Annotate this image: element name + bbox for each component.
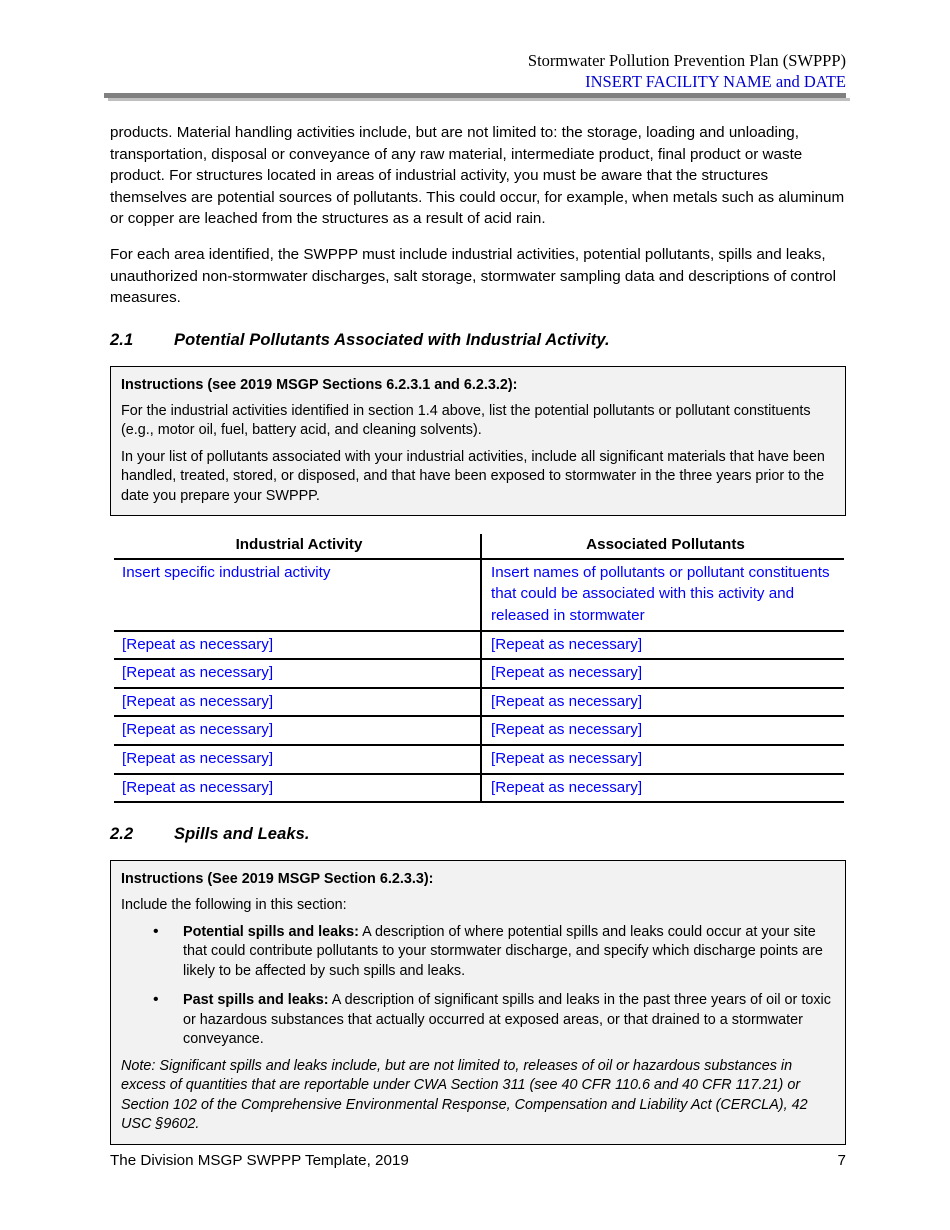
header-divider-shadow: [108, 98, 850, 101]
body-paragraph-2: For each area identified, the SWPPP must include industrial activities, potential pollutants, spills and leaks, unauthorized non-stormwater discharges, salt storage, stormwater sampling data and descriptions of control measures.: [110, 245, 836, 307]
table-row[interactable]: [114, 716, 844, 745]
table-cell-activity[interactable]: [Repeat as necessary]: [114, 745, 481, 774]
table-row[interactable]: [114, 631, 844, 660]
footer-page-number: 7: [837, 1152, 846, 1169]
bullet-icon: •: [153, 922, 159, 940]
body-paragraph-1: products. Material handling activities include, but are not limited to: the storage, loading and unloading, transportation, disposal or conveyance of any raw material, intermediate product, final product or waste product. For structures located in areas of industrial activity, you must be aware that the structures themselves are potential sources of pollutants. This could occur, for example, when metals such as aluminum or copper are leached from the structures as a result of acid rain.: [110, 124, 845, 228]
section-title-2-2: Spills and Leaks.: [174, 825, 310, 844]
document-body: [110, 122, 846, 1155]
page-header: [104, 50, 846, 92]
section-number-2-2: 2.2: [110, 825, 134, 844]
table-header-associated-pollutants: Associated Pollutants: [481, 534, 844, 559]
bullet-icon: •: [153, 991, 159, 1009]
instructions-paragraph-2-1-b: In your list of pollutants associated with your industrial activities, include all significant materials that have been handled, treated, stored, or disposed, and that have been exposed to stormwater in the three years prior to the date you prepare your SWPPP.: [121, 448, 825, 504]
instructions-title-2-1: Instructions (see 2019 MSGP Sections 6.2.3.1 and 6.2.3.2):: [121, 376, 518, 393]
table-header-industrial-activity: Industrial Activity: [114, 534, 481, 559]
table-cell-activity[interactable]: [Repeat as necessary]: [114, 688, 481, 717]
table-row[interactable]: [114, 559, 844, 631]
bullet-body-text: A description of significant spills and leaks in the past three years of oil or toxic or hazardous substances that actually occurred at exposed areas, or that drained to a stormwater conveyance.: [183, 992, 831, 1048]
table-cell-pollutants[interactable]: [Repeat as necessary]: [481, 745, 844, 774]
table-cell-activity[interactable]: [Repeat as necessary]: [114, 716, 481, 745]
table-cell-pollutants[interactable]: [Repeat as necessary]: [481, 659, 844, 688]
table-cell-activity[interactable]: Insert specific industrial activity: [114, 559, 481, 631]
section-heading-2-2: [110, 825, 846, 844]
list-item: [153, 923, 835, 982]
table-header-row: [114, 534, 844, 559]
table-cell-pollutants[interactable]: Insert names of pollutants or pollutant constituents that could be associated with this activity and released in stormwater: [481, 559, 844, 631]
bullet-lead-label: Potential spills and leaks:: [183, 923, 359, 940]
table-cell-pollutants[interactable]: [Repeat as necessary]: [481, 716, 844, 745]
list-item: [153, 991, 835, 1050]
section-heading-2-1: [110, 331, 846, 350]
section-title-2-1: Potential Pollutants Associated with Industrial Activity.: [174, 330, 610, 349]
table-cell-activity[interactable]: [Repeat as necessary]: [114, 659, 481, 688]
footer-template-label: The Division MSGP SWPPP Template, 2019: [110, 1152, 409, 1169]
industrial-activity-table: [114, 534, 844, 803]
bullet-body-text: A description of where potential spills and leaks could occur at your site that could contribute pollutants to your stormwater discharge, and specify which discharge points are likely to be affected by such spills and leaks.: [183, 923, 823, 979]
instructions-box-2-2: [110, 860, 846, 1145]
table-row[interactable]: [114, 774, 844, 803]
instructions-intro-2-2: Include the following in this section:: [121, 897, 347, 914]
table-row[interactable]: [114, 659, 844, 688]
instructions-paragraph-2-1-a: For the industrial activities identified in section 1.4 above, list the potential pollutants or pollutant constituents (e.g., motor oil, fuel, battery acid, and cleaning solvents).: [121, 402, 811, 439]
instructions-box-2-1: [110, 366, 846, 517]
table-cell-pollutants[interactable]: [Repeat as necessary]: [481, 774, 844, 803]
instructions-title-2-2: Instructions (See 2019 MSGP Section 6.2.3.3):: [121, 871, 434, 888]
header-facility-placeholder: INSERT FACILITY NAME and DATE: [585, 72, 846, 91]
table-cell-activity[interactable]: [Repeat as necessary]: [114, 631, 481, 660]
section-number-2-1: 2.1: [110, 330, 134, 349]
table-cell-pollutants[interactable]: [Repeat as necessary]: [481, 688, 844, 717]
table-row[interactable]: [114, 745, 844, 774]
page-footer: [110, 1152, 846, 1169]
bullet-lead-label: Past spills and leaks:: [183, 992, 329, 1009]
table-cell-activity[interactable]: [Repeat as necessary]: [114, 774, 481, 803]
instructions-note-2-2: Note: Significant spills and leaks include, but are not limited to, releases of oil or hazardous substances in excess of quantities that are reportable under CWA Section 311 (see 40 CFR 110.6 and 40 CFR 117.21) or Section 102 of the Comprehensive Environmental Response, Compensation and Liability Act (CERCLA), 42 USC §9602.: [121, 1057, 808, 1133]
instructions-bullet-list: [121, 923, 835, 1050]
table-cell-pollutants[interactable]: [Repeat as necessary]: [481, 631, 844, 660]
header-document-title: Stormwater Pollution Prevention Plan (SWPPP): [527, 51, 846, 70]
table-row[interactable]: [114, 688, 844, 717]
